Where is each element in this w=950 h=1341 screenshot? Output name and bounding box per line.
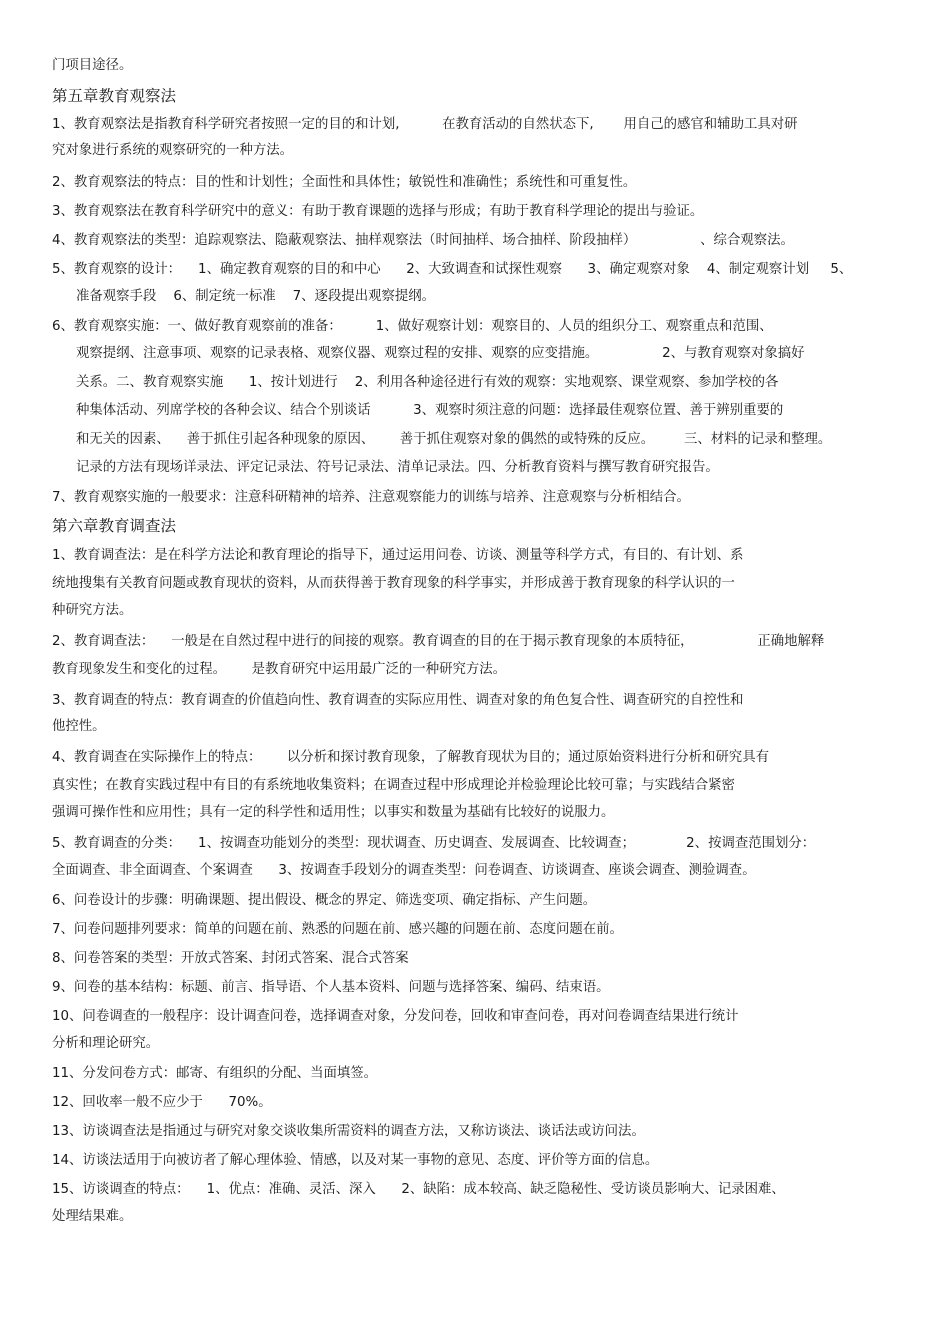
text-line: 13、访谈调查法是指通过与研究对象交谈收集所需资料的调查方法，又称访谈法、谈话法或访问法。 [52,1124,645,1139]
text-line: 种集体活动、列席学校的各种会议、结合个别谈话 3、观察时须注意的问题：选择最佳观察位置、善于辨别重要的 [76,403,784,418]
text-line: 门项目途径。 [52,58,133,73]
text-line: 2、教育调查法： 一般是在自然过程中进行的间接的观察。教育调查的目的在于揭示教育现象的本质特征， 正确地解释 [52,634,825,649]
text-line: 强调可操作性和应用性；具有一定的科学性和适用性；以事实和数量为基础有比较好的说服力。 [52,805,615,820]
chapter-heading: 第五章教育观察法 [52,87,177,105]
text-line: 6、问卷设计的步骤：明确课题、提出假设、概念的界定、筛选变项、确定指标、产生问题。 [52,893,597,908]
text-line: 3、教育调查的特点：教育调查的价值趋向性、教育调查的实际应用性、调查对象的角色复合性、调查研究的自控性和 [52,693,744,708]
text-line: 2、教育观察法的特点：目的性和计划性；全面性和具体性；敏锐性和准确性；系统性和可重复性。 [52,175,637,190]
text-line: 8、问卷答案的类型：开放式答案、封闭式答案、混合式答案 [52,951,409,966]
text-line: 究对象进行系统的观察研究的一种方法。 [52,143,294,158]
text-line: 3、教育观察法在教育科学研究中的意义：有助于教育课题的选择与形成；有助于教育科学理论的提出与验证。 [52,204,704,219]
text-line: 9、问卷的基本结构：标题、前言、指导语、个人基本资料、问题与选择答案、编码、结束语。 [52,980,610,995]
text-line: 10、问卷调查的一般程序：设计调查问卷，选择调查对象，分发问卷，回收和审查问卷，再对问卷调查结果进行统计 [52,1009,739,1024]
text-line: 7、问卷问题排列要求：简单的问题在前、熟悉的问题在前、感兴趣的问题在前、态度问题在前。 [52,922,623,937]
text-line: 15、访谈调查的特点： 1、优点：准确、灵活、深入 2、缺陷：成本较高、缺乏隐秘性、受访谈员影响大、记录困难、 [52,1182,785,1197]
text-line: 12、回收率一般不应少于 70%。 [52,1095,272,1110]
text-line: 7、教育观察实施的一般要求：注意科研精神的培养、注意观察能力的训练与培养、注意观察与分析相结合。 [52,490,690,505]
text-line: 11、分发问卷方式：邮寄、有组织的分配、当面填签。 [52,1066,378,1081]
text-line: 5、教育调查的分类： 1、按调查功能划分的类型：现状调查、历史调查、发展调查、比较调查； 2、按调查范围划分： [52,836,816,851]
text-line: 1、教育观察法是指教育科学研究者按照一定的目的和计划, 在教育活动的自然状态下, 用自己的感官和辅助工具对研 [52,117,798,132]
text-line: 真实性；在教育实践过程中有目的有系统地收集资料；在调查过程中形成理论并检验理论比较可靠；与实践结合紧密 [52,778,735,793]
text-line: 他控性。 [52,719,106,734]
text-line: 种研究方法。 [52,603,133,618]
text-line: 准备观察手段 6、制定统一标准 7、逐段提出观察提纲。 [76,289,436,304]
chapter-heading: 第六章教育调查法 [52,517,177,535]
text-line: 记录的方法有现场详录法、评定记录法、符号记录法、清单记录法。四、分析教育资料与撰写教育研究报告。 [76,460,719,475]
text-line: 1、教育调查法：是在科学方法论和教育理论的指导下，通过运用问卷、访谈、测量等科学方式，有目的、有计划、系 [52,548,744,563]
text-line: 关系。二、教育观察实施 1、按计划进行 2、利用各种途径进行有效的观察：实地观察、课堂观察、参加学校的各 [76,375,779,390]
text-line: 4、教育调查在实际操作上的特点： 以分析和探讨教育现象，了解教育现状为目的；通过原始资料进行分析和研究具有 [52,750,769,765]
text-line: 6、教育观察实施：一、做好教育观察前的准备： 1、做好观察计划：观察目的、人员的组织分工、观察重点和范围、 [52,319,773,334]
text-line: 观察提纲、注意事项、观察的记录表格、观察仪器、观察过程的安排、观察的应变措施。 2、与教育观察对象搞好 [76,346,805,361]
text-line: 4、教育观察法的类型：追踪观察法、隐蔽观察法、抽样观察法（时间抽样、场合抽样、阶段抽样） 、综合观察法。 [52,233,794,248]
text-line: 统地搜集有关教育问题或教育现状的资料，从而获得善于教育现象的科学事实，并形成善于教育现象的科学认识的一 [52,576,735,591]
text-line: 分析和理论研究。 [52,1036,160,1051]
text-line: 5、教育观察的设计： 1、确定教育观察的目的和中心 2、大致调查和试探性观察 3、确定观察对象 4、制定观察计划 5、 [52,262,853,277]
text-line: 和无关的因素、 善于抓住引起各种现象的原因、 善于抓住观察对象的偶然的或特殊的反应。 三、材料的记录和整理。 [76,432,832,447]
text-line: 处理结果难。 [52,1209,133,1224]
text-line: 教育现象发生和变化的过程。 是教育研究中运用最广泛的一种研究方法。 [52,662,507,677]
text-line: 14、访谈法适用于向被访者了解心理体验、情感，以及对某一事物的意见、态度、评价等方面的信息。 [52,1153,659,1168]
text-line: 全面调查、非全面调查、个案调查 3、按调查手段划分的调查类型：问卷调查、访谈调查、座谈会调查、测验调查。 [52,863,756,878]
